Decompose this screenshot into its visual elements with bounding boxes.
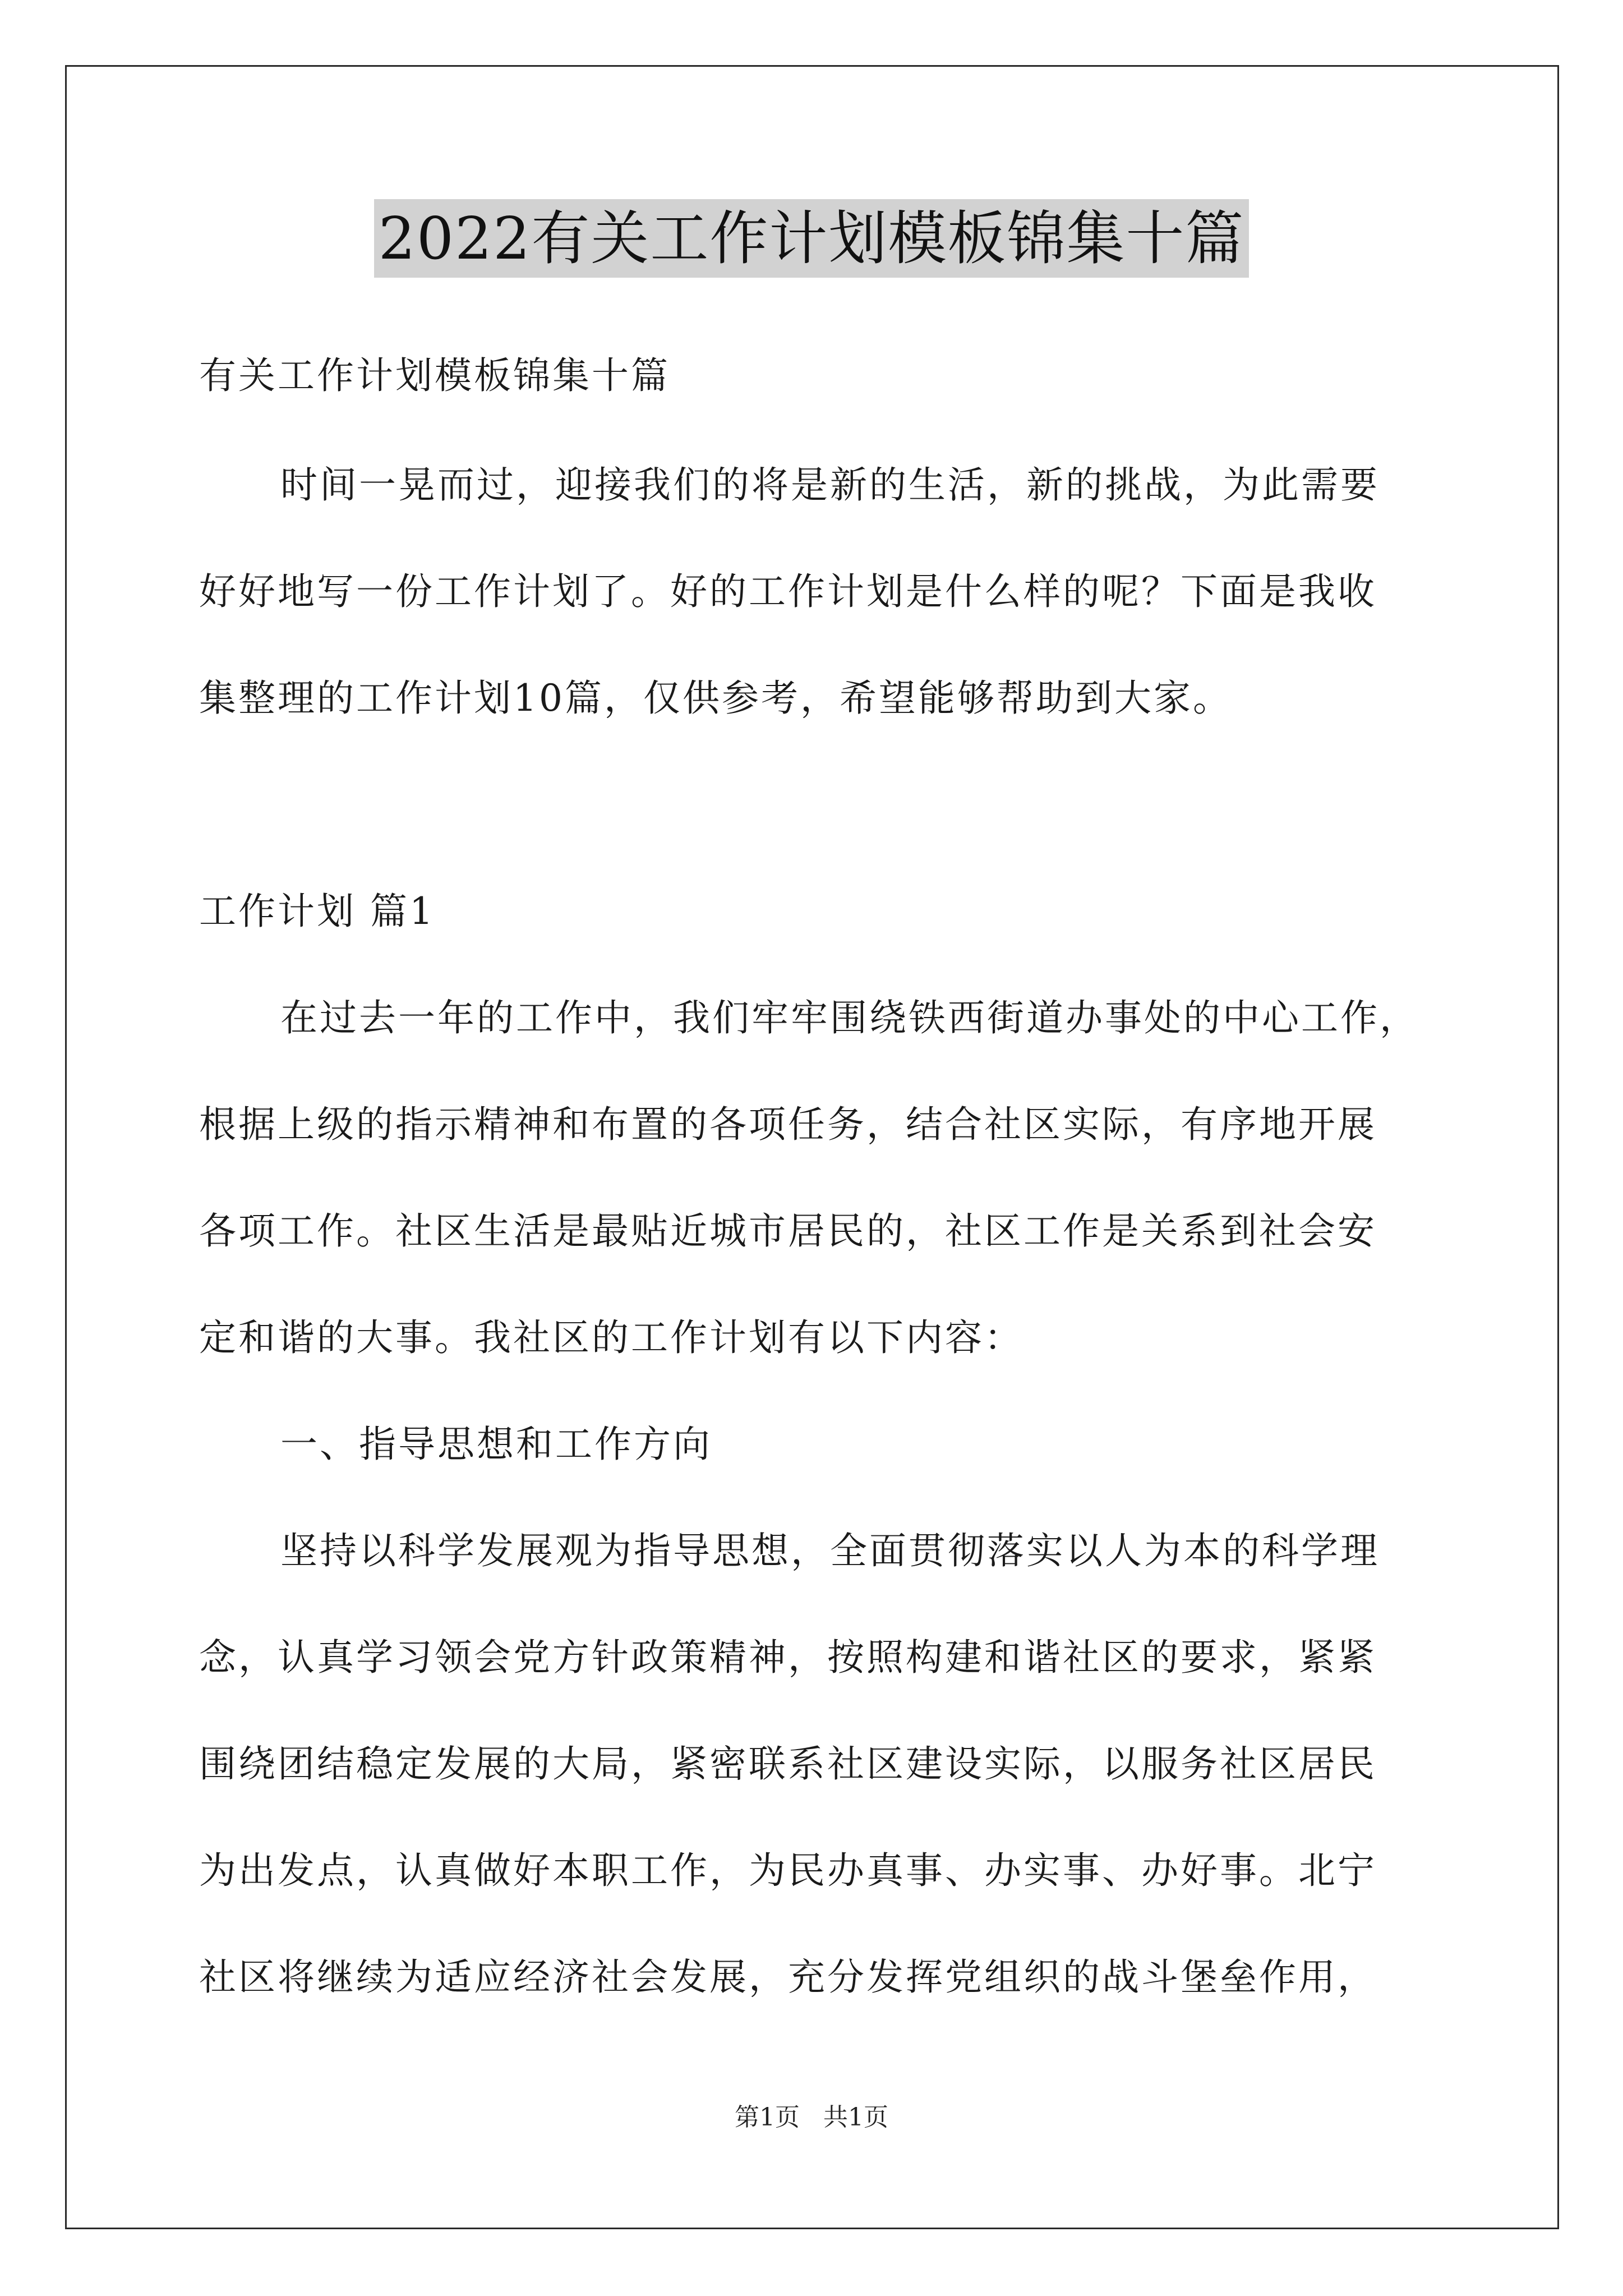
para1-line-3: 各项工作。社区生活是最贴近城市居民的，社区工作是关系到社会安 [199,1209,1377,1253]
intro-line-1: 时间一晃而过，迎接我们的将是新的生活，新的挑战，为此需要 [280,463,1380,507]
para1-line-4: 定和谐的大事。我社区的工作计划有以下内容： [199,1316,1023,1359]
title-container [0,199,1623,278]
para2-line-5: 社区将继续为适应经济社会发展，充分发挥党组织的战斗堡垒作用， [199,1955,1377,1999]
para2-line-2: 念，认真学习领会党方针政策精神，按照构建和谐社区的要求，紧紧 [199,1636,1377,1679]
subheading: 一、指导思想和工作方向 [280,1423,712,1466]
para1-line-1: 在过去一年的工作中，我们牢牢围绕铁西街道办事处的中心工作， [280,996,1419,1039]
section-heading: 工作计划 篇1 [199,890,435,933]
document-title: 2022有关工作计划模板锦集十篇 [374,199,1249,278]
page-footer [0,2101,1623,2134]
page-number-total: 共1页 [823,2103,888,2132]
para1-line-2: 根据上级的指示精神和布置的各项任务，结合社区实际，有序地开展 [199,1103,1377,1146]
para2-line-4: 为出发点，认真做好本职工作，为民办真事、办实事、办好事。北宁 [199,1849,1377,1892]
para2-line-3: 围绕团结稳定发展的大局，紧密联系社区建设实际，以服务社区居民 [199,1742,1377,1786]
intro-line-2: 好好地写一份工作计划了。好的工作计划是什么样的呢？下面是我收 [199,570,1377,613]
document-subtitle: 有关工作计划模板锦集十篇 [199,354,670,397]
intro-line-3: 集整理的工作计划10篇，仅供参考，希望能够帮助到大家。 [199,677,1232,720]
para2-line-1: 坚持以科学发展观为指导思想，全面贯彻落实以人为本的科学理 [280,1529,1380,1572]
page-number-current: 第1页 [735,2103,800,2132]
